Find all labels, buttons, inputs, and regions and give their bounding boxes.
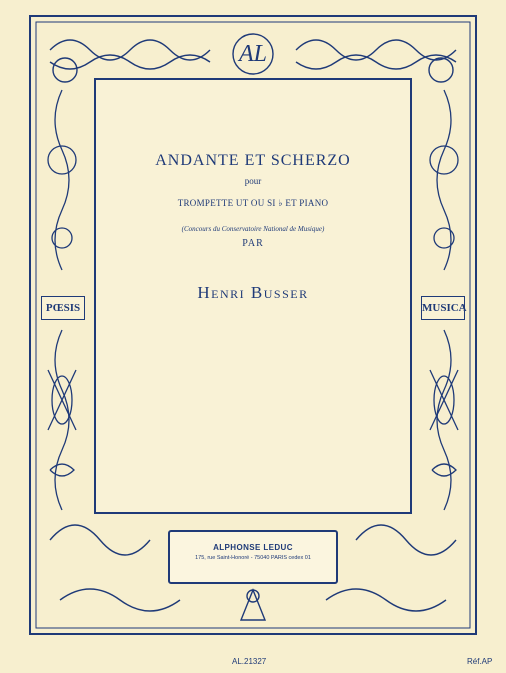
pour-label: pour	[244, 176, 262, 186]
publisher-address: 175, rue Saint-Honoré - 75040 PARIS cedex 01	[195, 555, 311, 561]
publisher-monogram: AL	[238, 41, 267, 67]
instrumentation: TROMPETTE UT OU SI ♭ ET PIANO	[177, 198, 329, 208]
competition-note: (Concours du Conservatoire National de Musique)	[181, 225, 325, 233]
banner-musica: MUSICA	[421, 296, 465, 320]
par-label: PAR	[242, 238, 264, 249]
catalog-number: AL.21327	[232, 657, 267, 666]
publisher-name: ALPHONSE LEDUC	[213, 543, 293, 552]
banner-poesis: PŒSIS	[41, 296, 85, 320]
title-panel	[94, 78, 412, 514]
composer-name: Henri Busser	[197, 283, 309, 302]
publisher-cartouche	[168, 530, 338, 584]
work-title: ANDANTE ET SCHERZO	[155, 152, 351, 169]
reference-code: Réf.AP	[467, 657, 493, 666]
